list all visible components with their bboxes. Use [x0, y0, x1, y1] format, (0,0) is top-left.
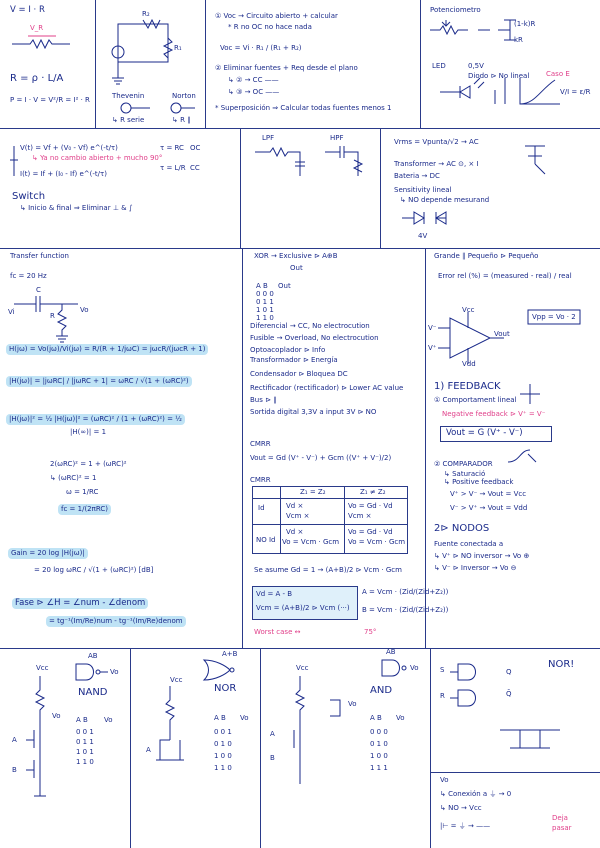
and-title: AND: [370, 685, 393, 696]
nand-vo-out: Vo: [110, 668, 119, 676]
h3: |H(jω)|² = ½ |H(jω)|² = (ωRC)² / (1 + (ωRC)²) = ½: [6, 414, 185, 425]
led-v: 0,5V: [468, 62, 484, 70]
nand-title: NAND: [78, 687, 108, 698]
deja: Deja: [552, 814, 568, 822]
s1-step2b: ↳ ③ → OC ——: [228, 88, 280, 96]
xor-ab: A B: [256, 282, 268, 290]
nand-vo: Vo: [52, 712, 61, 720]
h1: H(jω) = Vo(jω)/Vi(jω) = R/(R + 1/jωC) = jωcR/(jωcR + 1): [6, 344, 208, 355]
negfb: Negative feedback ⊳ V⁺ = V⁻: [442, 410, 546, 418]
hpf-label: HPF: [330, 134, 344, 142]
list-7: Bus ⊳ ∥: [250, 396, 277, 404]
gain2: = 20 log ωRC / √(1 + (ωRC)²) [dB]: [34, 566, 154, 574]
opamp-vout: Vout: [494, 330, 510, 338]
c2: V⁻ > V⁺ → Vout = Vdd: [450, 504, 528, 512]
r2-label: NO Id: [256, 536, 276, 544]
and-b: B: [270, 754, 275, 762]
th-2: Z₁ ≠ Z₂: [360, 488, 386, 496]
asume: Se asume Gd = 1 → (A+B)/2 ⊳ Vcm · Gcm: [254, 566, 402, 574]
norton-label: Norton: [172, 92, 196, 100]
r2-c1b: Vo = Vcm · Gcm: [282, 538, 340, 546]
nand-row-3: 1 1 0: [76, 758, 94, 766]
nodos: 2⊳ NODOS: [434, 523, 490, 534]
nand-ab: A B: [76, 716, 88, 724]
voutg: Vout = G (V⁺ - V⁻): [446, 428, 523, 438]
and-row-3: 1 1 1: [370, 764, 388, 772]
and-vcc: Vcc: [296, 664, 309, 672]
r1-c1: Vd ×: [286, 502, 304, 510]
s1-formula: Voc = Vi · R₁ / (R₁ + R₂): [220, 44, 302, 52]
s1-step1: ① Voc → Circuito abierto + calcular: [215, 12, 338, 20]
nor-vcc: Vcc: [170, 676, 183, 684]
r-label: R: [50, 312, 55, 320]
cmrr-title-2: CMRR: [250, 476, 271, 484]
r1-label: Id: [258, 504, 265, 512]
switch-title: Switch: [12, 191, 46, 202]
list-1: Diferencial → CC, No electrocution: [250, 322, 370, 330]
h7: fc = 1/(2πRC): [58, 504, 111, 515]
vd: Vd = A - B: [256, 590, 293, 598]
tau-rl: τ = L/R: [160, 164, 186, 172]
switch-note: ↳ Inicio & final ⇒ Eliminar ⊥ & ∫: [20, 204, 133, 212]
feedback-title: 1) FEEDBACK: [434, 381, 501, 392]
r2-label: R₂: [142, 10, 150, 18]
tau-rc: τ = RC: [160, 144, 184, 152]
lpf-label: LPF: [262, 134, 275, 142]
opamp-vp: V⁺: [428, 344, 437, 352]
b-eq: B = Vcm · (Zid/(Zid+Z₂)): [362, 606, 449, 614]
list-2: Fusible → Overload, No electrocution: [250, 334, 379, 342]
pot-title: Potenciometro: [430, 6, 481, 14]
nand-b: B: [12, 766, 17, 774]
r2-c1: Vd ×: [286, 528, 304, 536]
and-a: A: [270, 730, 275, 738]
xor-out: Out: [290, 264, 303, 272]
c1: V⁺ > V⁻ → Vout = Vcc: [450, 490, 527, 498]
nand-vo-col: Vo: [104, 716, 113, 724]
error: Error rel (%) = (measured - real) / real: [438, 272, 572, 280]
and-row-1: 0 1 0: [370, 740, 388, 748]
and-vo-out: Vo: [410, 664, 419, 672]
br-vo: Vo: [440, 776, 449, 784]
opamp-vm: V⁻: [428, 324, 437, 332]
nand-a: A: [12, 736, 17, 744]
list-8: Sortida digital 3,3V a input 3V ⊳ NO: [250, 408, 377, 416]
br-l3: |⊢ = ⏚ → ——: [440, 822, 491, 830]
tf-title: Transfer function: [10, 252, 69, 260]
xor-title: XOR → Exclusive ⊳ A⊕B: [254, 252, 338, 260]
nor-ab: A B: [214, 714, 226, 722]
worst-case: Worst case ↔: [254, 628, 301, 636]
list-4: Transformador ⊳ Energía: [250, 356, 338, 364]
fract-label: V/I = ε/R: [560, 88, 591, 96]
br-l2: ↳ NO → Vcc: [440, 804, 482, 812]
list-6: Rectificador (rectificador) ⊳ Lower AC value: [250, 384, 404, 392]
grande: Grande ∥ Pequeño ⊳ Pequeño: [434, 252, 539, 260]
th-1: Z₁ = Z₂: [300, 488, 326, 496]
deg-note: 75°: [364, 628, 377, 636]
comp-lineal: ① Comportament lineal: [434, 396, 517, 404]
vi-label: Vi: [8, 308, 15, 316]
caso-label: Caso E: [546, 70, 570, 78]
nand-row-2: 1 0 1: [76, 748, 94, 756]
sens-b: ↳ NO depende mesurand: [400, 196, 490, 204]
thevenin-label: Thevenin: [112, 92, 145, 100]
c-label: C: [36, 286, 41, 294]
nand-row-0: 0 0 1: [76, 728, 94, 736]
vt-formula: V(t) = Vf + (V₀ - Vf) e^(-t/τ): [20, 144, 118, 152]
list-5: Condensador ⊳ Bloquea DC: [250, 370, 348, 378]
and-row-2: 1 0 0: [370, 752, 388, 760]
latch-qbar: Q̄: [506, 690, 512, 698]
h4: 2(ωRC)² = 1 + (ωRC)²: [50, 460, 127, 468]
compa3: ↳ Positive feedback: [444, 478, 514, 486]
and-vo-col: Vo: [396, 714, 405, 722]
s1-superposition: * Superposición ⇒ Calcular todas fuentes menos 1: [215, 104, 392, 112]
diodo-label: Diodo ⊳ No lineal: [468, 72, 530, 80]
xor-out-col: Out: [278, 282, 291, 290]
xor-row-3: 1 1 0: [256, 314, 274, 322]
xor-row-0: 0 0 0: [256, 290, 274, 298]
serie-label: ↳ R serie: [112, 116, 145, 124]
it-formula: I(t) = If + (I₀ - If) e^(-t/τ): [20, 170, 107, 178]
nor-eq: A+B: [222, 650, 238, 658]
fase2: = tg⁻¹(Im/Re)num - tg⁻¹(Im/Re)denom: [46, 616, 186, 627]
pasar: pasar: [552, 824, 572, 832]
nand-vcc: Vcc: [36, 664, 49, 672]
xor-row-2: 1 0 1: [256, 306, 274, 314]
nodos4: ↳ V⁻ ⊳ Inversor → Vo ⊖: [434, 564, 517, 572]
power: P = I · V = V²/R = I² · R: [10, 96, 90, 104]
r1-c2: Vo = Gd · Vd: [348, 502, 393, 510]
s1-step1b: * R no OC no hace nada: [228, 23, 312, 31]
vrms: Vrms = Vpunta/√2 → AC: [394, 138, 479, 146]
paralelo-label: ↳ R ∥: [172, 116, 191, 124]
r2-c2b: Vo = Vcm · Gcm: [348, 538, 406, 546]
nand-eq: AB: [88, 652, 98, 660]
h6: ω = 1/RC: [66, 488, 99, 496]
nodos3: ↳ V⁺ ⊳ NO inversor → Vo ⊕: [434, 552, 530, 560]
oc-label: OC: [190, 144, 201, 152]
r1-c1b: Vcm ×: [286, 512, 310, 520]
compa2: ↳ Saturació: [444, 470, 486, 478]
pot-b: kR: [514, 36, 523, 44]
opamp-vcc: Vcc: [462, 306, 475, 314]
nodos2: Fuente conectada a: [434, 540, 504, 548]
h5: ↳ (ωRC)² = 1: [50, 474, 97, 482]
and-row-0: 0 0 0: [370, 728, 388, 736]
vout-cmrr: Vout = Gd (V⁺ - V⁻) + Gcm ((V⁺ + V⁻)/2): [250, 454, 392, 462]
vcm: Vcm = (A+B)/2 ⊳ Vcm (···): [256, 604, 350, 612]
resistivity: R = ρ · L/A: [10, 73, 64, 84]
nor-a: A: [146, 746, 151, 754]
a-eq: A = Vcm · (Zid/(Zid+Z₂)): [362, 588, 449, 596]
pot-a: (1-k)R: [514, 20, 536, 28]
ohm-law: V = I · R: [10, 5, 45, 15]
list-3: Optoacoplador ⊳ Info: [250, 346, 326, 354]
vt-note: ↳ Ya no cambio abierto + mucho 90°: [32, 154, 163, 162]
nor-row-0: 0 0 1: [214, 728, 232, 736]
compa: ② COMPARADOR: [434, 460, 493, 468]
vpp: Vpp = Vo · 2: [532, 313, 576, 321]
br-l1: ↳ Conexión a ⏚ → 0: [440, 790, 512, 798]
r1-c2b: Vcm ×: [348, 512, 372, 520]
nor-row-1: 0 1 0: [214, 740, 232, 748]
zener-v: 4V: [418, 232, 428, 240]
sens: Sensitivity lineal: [394, 186, 452, 194]
and-ab: A B: [370, 714, 382, 722]
latch-s: S: [440, 666, 445, 674]
gain: Gain = 20 log |H(jω)|: [8, 548, 88, 559]
xor-row-1: 0 1 1: [256, 298, 274, 306]
r1-label: R₁: [174, 44, 182, 52]
fc-label: fc = 20 Hz: [10, 272, 47, 280]
fase: Fase ⊳ ∠H = ∠num - ∠denom: [12, 598, 148, 609]
h2: |H(jω)| = |jωRC| / |jωRC + 1| = ωRC / √(1 + (ωRC)²): [6, 376, 192, 387]
latch-q: Q: [506, 668, 512, 676]
s1-step2a: ↳ ② → CC ——: [228, 76, 279, 84]
vo-label: Vo: [80, 306, 89, 314]
cc-label: CC: [190, 164, 200, 172]
and-vo: Vo: [348, 700, 357, 708]
latch-r: R: [440, 692, 445, 700]
transf: Transformer → AC ⊙, × I: [394, 160, 479, 168]
nor-row-3: 1 1 0: [214, 764, 232, 772]
nor-excl: NOR!: [548, 659, 575, 670]
opamp-vdd: Vdd: [462, 360, 476, 368]
h3b: |H(∞)| = 1: [70, 428, 107, 436]
led-label: LED: [432, 62, 446, 70]
r2-c2: Vo = Gd · Vd: [348, 528, 393, 536]
nor-row-2: 1 0 0: [214, 752, 232, 760]
cmrr-title: CMRR: [250, 440, 271, 448]
nand-row-1: 0 1 1: [76, 738, 94, 746]
vr-label: V_R: [30, 24, 44, 32]
nor-vo: Vo: [240, 714, 249, 722]
s1-step2: ② Eliminar fuentes + Req desde el plano: [215, 64, 358, 72]
and-eq: AB: [386, 648, 396, 656]
nor-title: NOR: [214, 683, 237, 694]
bateria: Bateria → DC: [394, 172, 440, 180]
